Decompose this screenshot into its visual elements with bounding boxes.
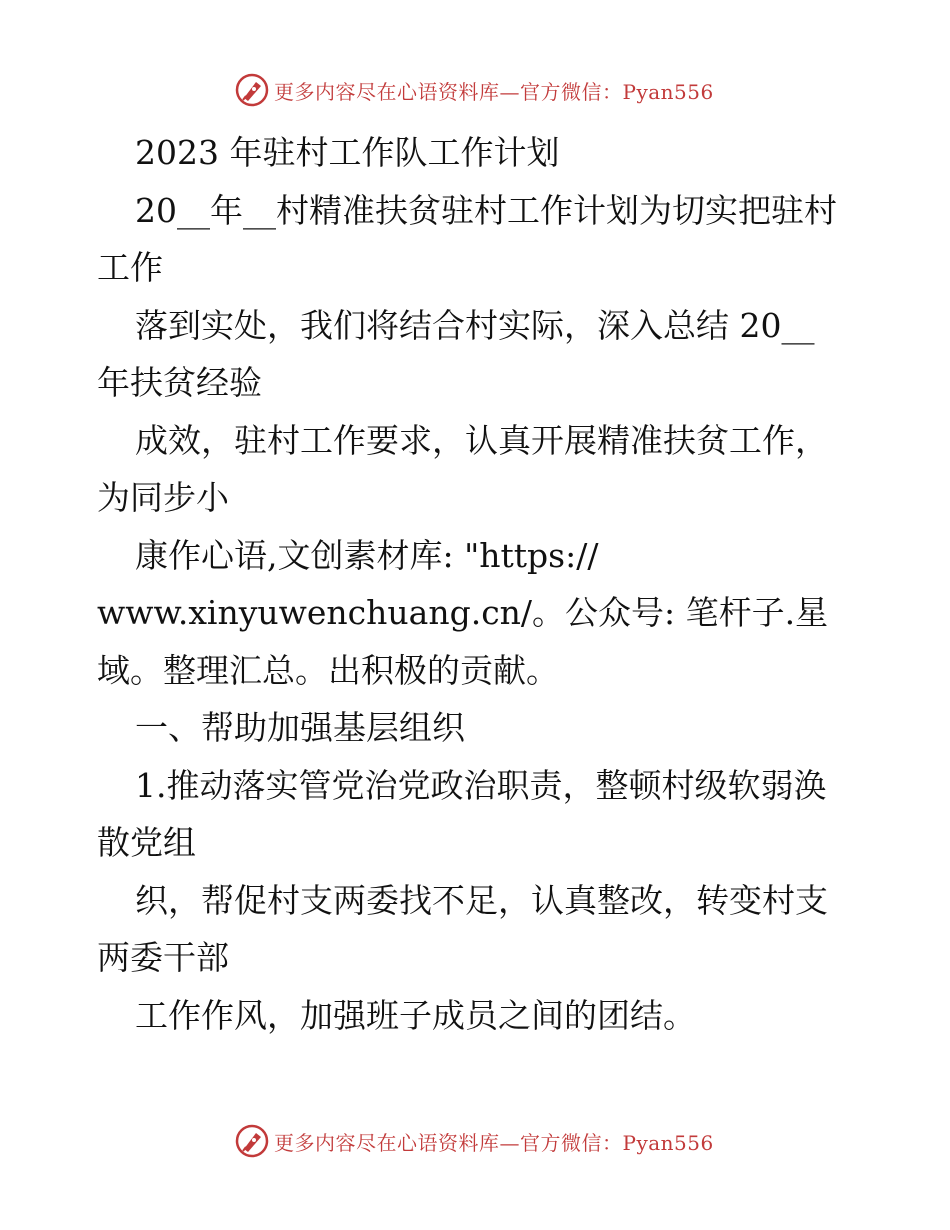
text-line: 一、帮助加强基层组织	[135, 708, 465, 747]
text-line: 域。整理汇总。出积极的贡献。	[97, 650, 559, 690]
text-line: 织，帮促村支两委找不足，认真整改，转变村支	[135, 880, 828, 920]
pen-nib-logo-icon	[234, 72, 270, 108]
text-line: 两委干部	[97, 938, 229, 977]
text-line: www.xinyuwenchuang.cn/。公众号: 笔杆子.星	[97, 593, 829, 632]
text-line: 康作心语,文创素材库: "https://	[135, 535, 599, 575]
text-line: 2023 年驻村工作队工作计划	[135, 133, 560, 172]
header-banner	[234, 70, 714, 110]
text-line: 为同步小	[97, 478, 229, 517]
footer-banner	[234, 1121, 714, 1161]
footer-banner-text: 更多内容尽在心语资料库—官方微信：Pyan556	[274, 1130, 714, 1155]
text-line: 工作	[97, 248, 163, 287]
document-body	[97, 124, 857, 1044]
text-line: 落到实处，我们将结合村实际，深入总结 20__	[135, 305, 815, 345]
text-line: 成效，驻村工作要求，认真开展精准扶贫工作，	[135, 420, 828, 460]
text-line: 1.推动落实管党治党政治职责，整顿村级软弱涣	[135, 765, 827, 805]
text-line: 工作作风，加强班子成员之间的团结。	[135, 995, 696, 1035]
pen-nib-logo-icon	[234, 1123, 270, 1159]
text-line: 散党组	[97, 823, 196, 862]
text-line: 年扶贫经验	[97, 363, 262, 402]
text-line: 20__年__村精准扶贫驻村工作计划为切实把驻村	[135, 190, 837, 230]
header-banner-text: 更多内容尽在心语资料库—官方微信：Pyan556	[274, 79, 714, 104]
